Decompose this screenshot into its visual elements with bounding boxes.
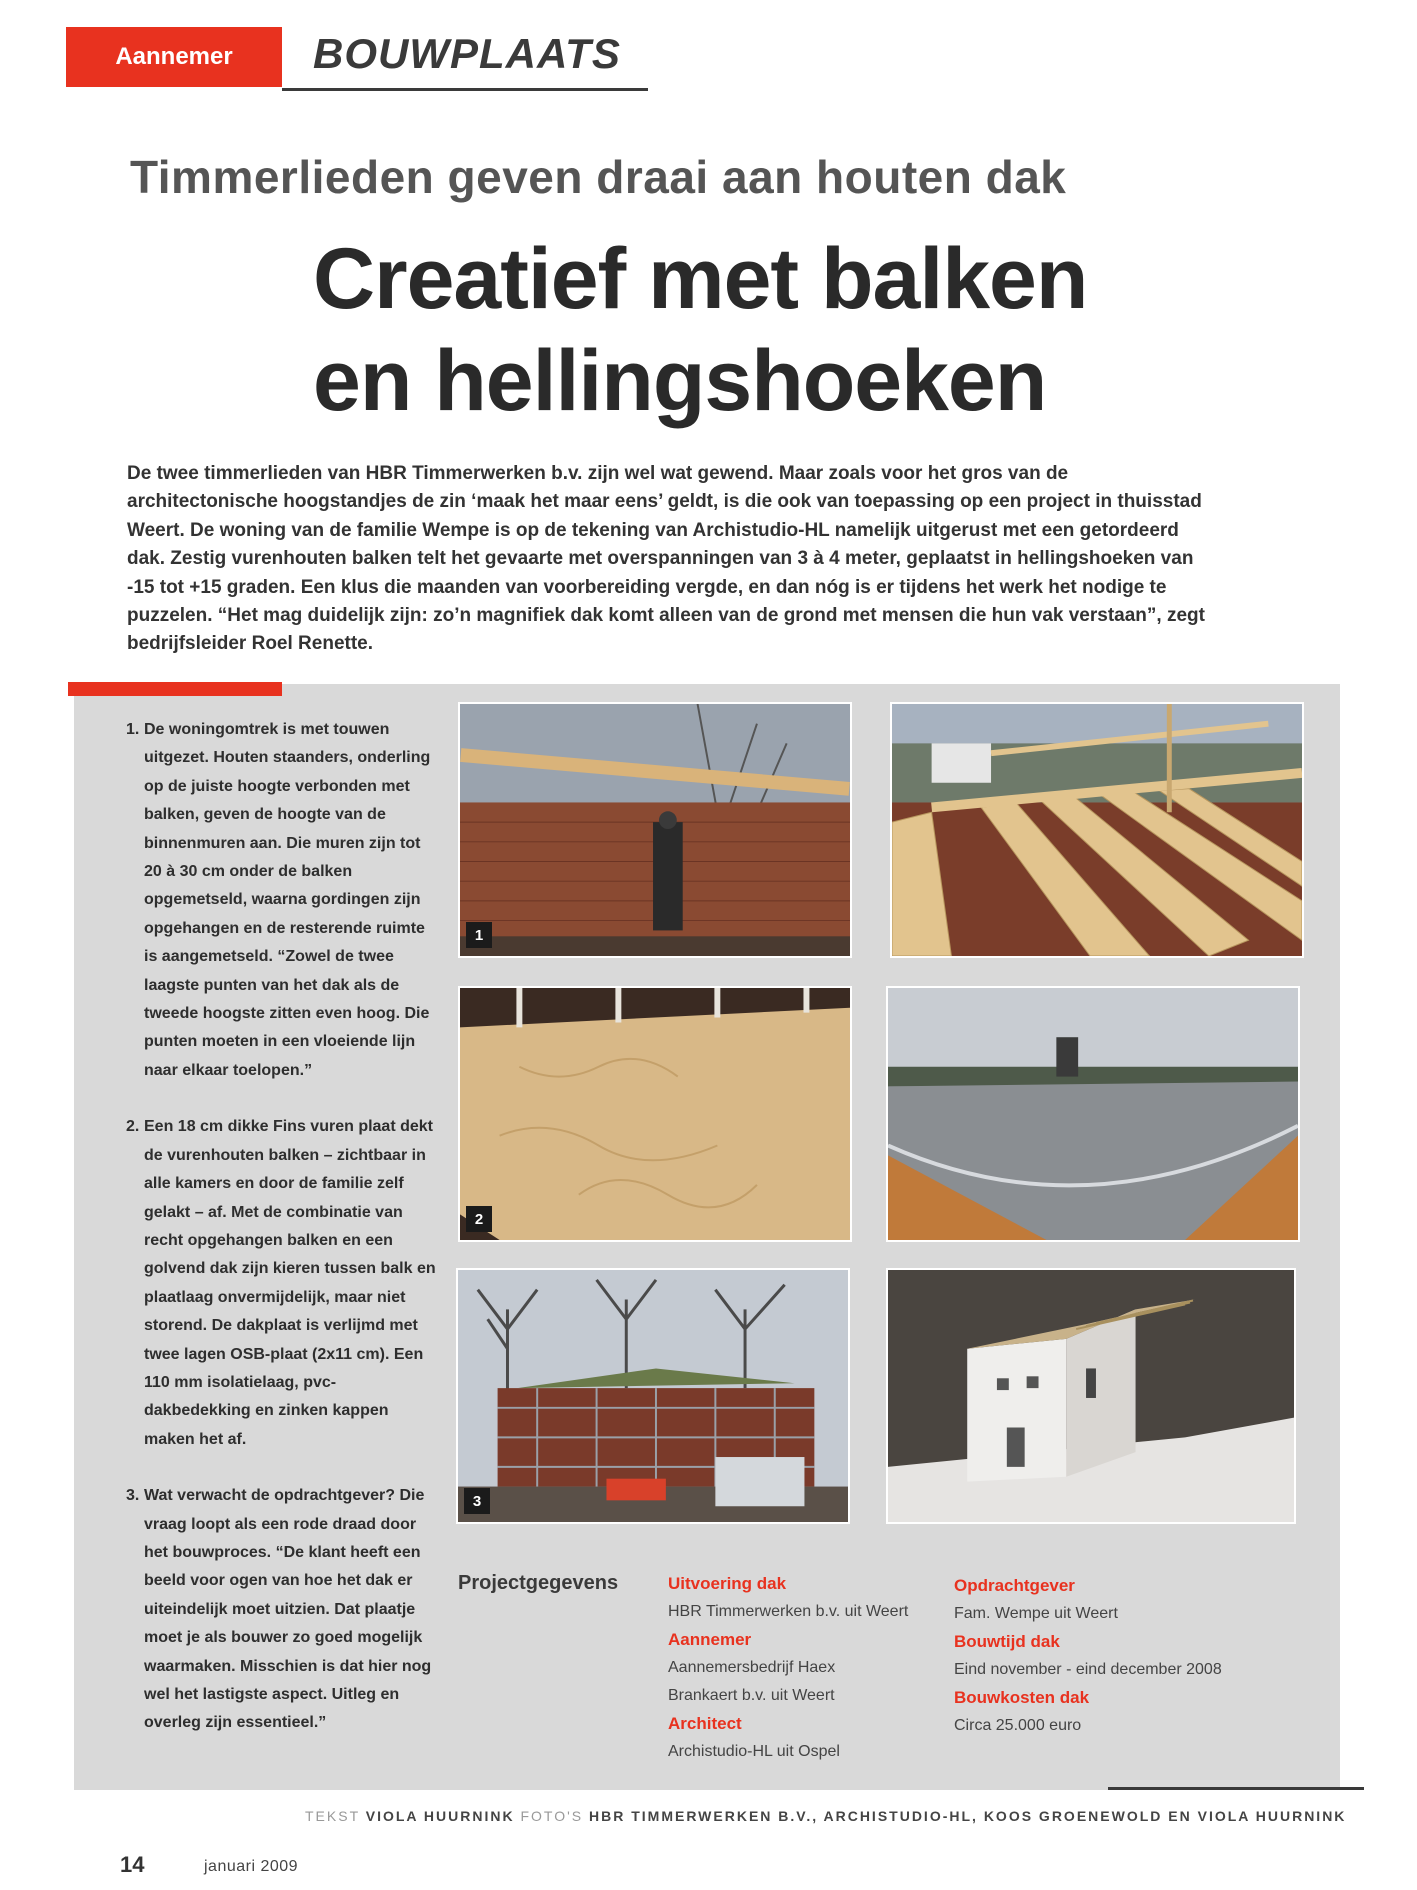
caption-text: Wat verwacht de opdrachtgever? Die vraag loopt als een rode draad door het bouwproces. “De klant heeft een beeld voor ogen van hoe het dak er uiteindelijk moet uitzien. Dat plaatje moet je als bouwer zo goed mogelijk waarmaken. Misschien is dat hier nog wel het lastigste aspect. Uitleg en overleg zijn essentieel.” xyxy=(144,1487,432,1732)
project-info-column-1 xyxy=(668,1570,908,1766)
article-headline xyxy=(313,228,1213,432)
photo-roof-surface xyxy=(886,986,1300,1242)
headline-line-1: Creatief met balken xyxy=(313,231,1088,327)
photo-scaffolding xyxy=(456,1268,850,1524)
credits-rule xyxy=(1108,1787,1364,1790)
article-lead: De twee timmerlieden van HBR Timmerwerken b.v. zijn wel wat gewend. Maar zoals voor het gros van de architectonische hoogstandjes de zin ‘maak het maar eens’ geldt, is die ook van toepassing op een project in thuisstad Weert. De woning van de familie Wempe is op de tekening van Archistudio-HL namelijk uitgerust met een getordeerd dak. Zestig vurenhouten balken telt het gevaarte met overspanningen van 3 à 4 meter, geplaatst in hellingshoeken van -15 tot +15 graden. Een klus die maanden van voorbereiding vergde, en dan nóg is er tijdens het werk het nodige te puzzelen. “Het mag duidelijk zijn: zo’n magnifiek dak komt alleen van de grond met mensen die hun vak verstaan”, zegt bedrijfsleider Roel Renette. xyxy=(127,463,1205,655)
project-label-roof-execution: Uitvoering dak xyxy=(668,1574,787,1593)
credit-photo-label: FOTO'S xyxy=(520,1808,584,1824)
photo-captions xyxy=(126,716,436,1766)
page-number: 14 xyxy=(120,1852,145,1877)
project-label-architect: Architect xyxy=(668,1714,742,1733)
photo-number-badge: 3 xyxy=(464,1488,490,1514)
section-tag: Aannemer xyxy=(66,27,282,87)
panel-accent-bar xyxy=(68,682,282,696)
photo-number-badge: 2 xyxy=(466,1206,492,1232)
caption-number: 2. xyxy=(126,1118,140,1136)
project-info-title: Projectgegevens xyxy=(458,1572,619,1594)
photo-roof-beams xyxy=(890,702,1304,958)
caption-number: 1. xyxy=(126,721,140,738)
project-label-client: Opdrachtgever xyxy=(954,1576,1075,1595)
credit-text-value: VIOLA HUURNINK xyxy=(365,1808,515,1824)
project-info-column-2 xyxy=(954,1572,1222,1740)
photo-number-badge: 1 xyxy=(466,922,492,948)
caption-number: 3. xyxy=(126,1487,140,1505)
project-value-architect: Archistudio-HL uit Ospel xyxy=(668,1743,840,1760)
photo-brick-walls xyxy=(458,702,852,958)
project-value-contractor-line-1: Aannemersbedrijf Haex xyxy=(668,1659,836,1676)
credit-text-label: TEKST xyxy=(305,1808,360,1824)
article-kicker: Timmerlieden geven draai aan houten dak xyxy=(130,151,1067,203)
project-label-build-time: Bouwtijd dak xyxy=(954,1632,1060,1651)
project-label-build-cost: Bouwkosten dak xyxy=(954,1688,1090,1707)
project-value-roof-execution: HBR Timmerwerken b.v. uit Weert xyxy=(668,1603,909,1620)
project-label-contractor: Aannemer xyxy=(668,1630,752,1649)
credits-line xyxy=(305,1808,1346,1824)
headline-line-2: en hellingshoeken xyxy=(313,333,1047,429)
caption-2 xyxy=(126,1113,436,1454)
issue-date: januari 2009 xyxy=(204,1858,299,1875)
section-rule xyxy=(282,88,648,91)
caption-1 xyxy=(126,716,436,1085)
credit-photo-value: HBR TIMMERWERKEN B.V., ARCHISTUDIO-HL, KOOS GROENEWOLD EN VIOLA HUURNINK xyxy=(589,1808,1347,1824)
section-title: BOUWPLAATS xyxy=(313,30,621,77)
project-value-contractor-line-2: Brankaert b.v. uit Weert xyxy=(668,1687,835,1704)
project-value-build-time: Eind november - eind december 2008 xyxy=(954,1661,1222,1678)
caption-3 xyxy=(126,1482,436,1738)
caption-text: De woningomtrek is met touwen uitgezet. Houten staanders, onderling op de juiste hoogte verbonden met balken, geven de hoogte van de binnenmuren aan. Die muren zijn tot 20 à 30 cm onder de balken opgemetseld, waarna gordingen zijn opgehangen en de resterende ruimte is aangemetseld. “Zowel de twee laagste punten van het dak als de tweede hoogste zitten even hoog. Die punten moeten in een vloeiende lijn naar elkaar toelopen.” xyxy=(144,721,431,1079)
photo-plywood-deck xyxy=(458,986,852,1242)
caption-text: Een 18 cm dikke Fins vuren plaat dekt de vurenhouten balken – zichtbaar in alle kamers en door de familie zelf gelakt – af. Met de combinatie van recht opgehangen balken en een golvend dak zijn kieren tussen balk en plaatlaag onvermijdelijk, maar niet storend. De dakplaat is verlijmd met twee lagen OSB-plaat (2x11 cm). Een 110 mm isolatielaag, pvc-dakbedekking en zinken kappen maken het af. xyxy=(144,1118,436,1448)
project-value-client: Fam. Wempe uit Weert xyxy=(954,1605,1118,1622)
photo-architectural-model xyxy=(886,1268,1296,1524)
project-value-build-cost: Circa 25.000 euro xyxy=(954,1717,1082,1734)
